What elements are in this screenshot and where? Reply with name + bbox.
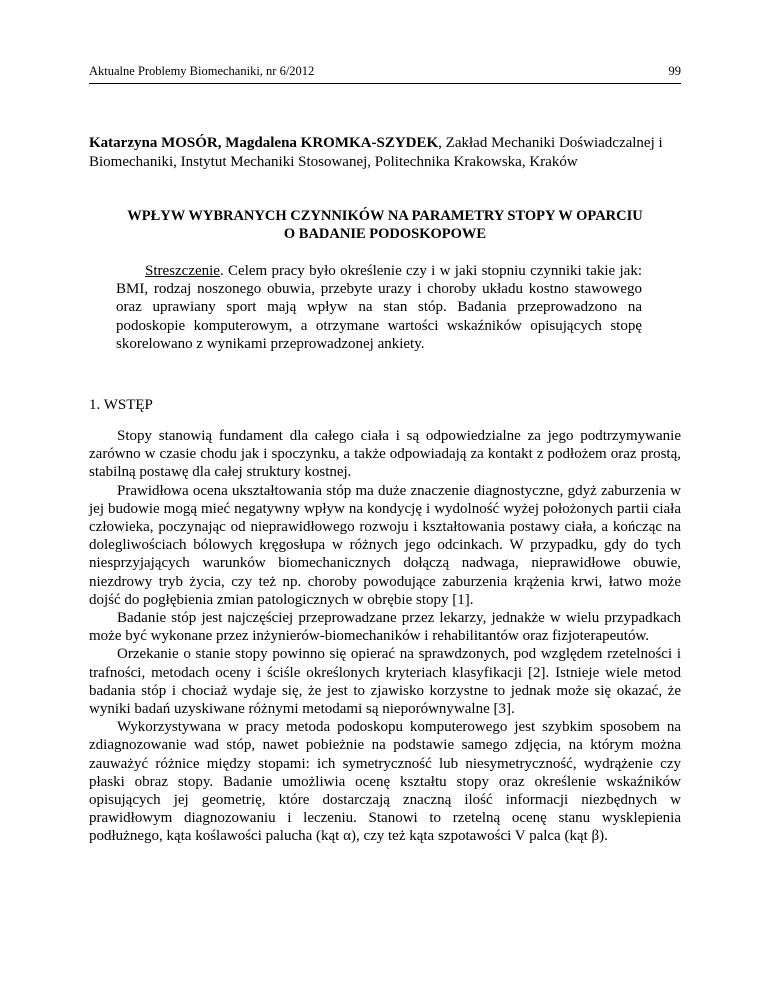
abstract-label: Streszczenie	[145, 263, 220, 279]
author-names: Katarzyna MOSÓR, Magdalena KROMKA-SZYDEK	[89, 135, 439, 151]
title-line-2: O BADANIE PODOSKOPOWE	[283, 226, 487, 242]
paragraph: Orzekanie o stanie stopy powinno się opierać na sprawdzonych, pod względem rzetelności i trafności, metodach oceny i ściśle określonych kryteriach klasyfikacji [2]. Istnieje wiele metod badania stóp i chociaż wydaje się, że jest to zjawisko korzystne to jednak może się okazać, że wyniki badań uzyskiwane różnymi metodami są nieporównywalne [3].	[89, 646, 681, 718]
paragraph: Badanie stóp jest najczęściej przeprowadzane przez lekarzy, jednakże w wielu przypadkach może być wykonane przez inżynierów-biomechaników i rehabilitantów oraz fizjoterapeutów.	[89, 610, 681, 645]
paragraph: Stopy stanowią fundament dla całego ciała i są odpowiedzialne za jego podtrzymywanie zarówno w czasie chodu jak i spoczynku, a także odpowiadają za kontakt z podłożem oraz prostą, stabilną postawę dla całej struktury kostnej.	[89, 428, 681, 481]
page-number: 99	[668, 64, 681, 78]
author-affiliation: , Zakład Mechaniki Doświadczalnej i Biomechaniki, Instytut Mechaniki Stosowanej, Politechnika Krakowska, Kraków	[89, 135, 663, 170]
abstract	[116, 262, 642, 353]
running-header	[89, 64, 681, 84]
title-line-1: WPŁYW WYBRANYCH CZYNNIKÓW NA PARAMETRY STOPY W OPARCIU	[127, 208, 643, 224]
paper-title	[89, 207, 681, 243]
abstract-text: . Celem pracy było określenie czy i w jaki stopniu czynniki takie jak: BMI, rodzaj noszonego obuwia, przebyte urazy i choroby układu kostno stawowego oraz uprawiany sport mają wpływ na stan stóp. Badania przeprowadzono na podoskopie komputerowym, a otrzymane wartości wskaźników opisujących stopę skorelowano z wynikami przeprowadzonej ankiety.	[116, 263, 642, 352]
section-body	[89, 427, 681, 846]
author-line	[89, 134, 689, 172]
header-rule	[89, 83, 681, 84]
journal-name: Aktualne Problemy Biomechaniki, nr 6/2012	[89, 64, 315, 78]
section-heading: 1. WSTĘP	[89, 397, 153, 413]
paragraph: Prawidłowa ocena ukształtowania stóp ma duże znaczenie diagnostyczne, gdyż zaburzenia w jej budowie mogą mieć negatywny wpływ na kondycję i wydolność wyżej położonych partii ciała człowieka, poczynając od nieprawidłowego rozwoju i kształtowania postawy ciała, a kończąc na dolegliwościach bólowych kręgosłupa w różnych jego odcinkach. W przypadku, gdy do tych niesprzyjających warunków biomechanicznych dołączą nadwaga, nieprawidłowe obuwie, niezdrowy tryb życia, czy też np. choroby powodujące zaburzenia krążenia krwi, łatwo może dojść do pogłębienia zmian patologicznych w obrębie stopy [1].	[89, 482, 681, 608]
paragraph: Wykorzystywana w pracy metoda podoskopu komputerowego jest szybkim sposobem na zdiagnozowanie wad stóp, nawet pobieżnie na podstawie samego zdjęcia, na którym można zauważyć różnice między stopami: ich symetryczność lub niesymetryczność, wydrążenie czy płaski obraz stopy. Badanie umożliwia ocenę kształtu stopy oraz określenie wskaźników opisujących jej geometrię, które dostarczają znaczną ilość informacji niezbędnych w prawidłowym diagnozowaniu i leczeniu. Stanowi to rzetelną ocenę stanu wysklepienia podłużnego, kąta koślawości palucha (kąt α), czy też kąta szpotawości V palca (kąt β).	[89, 719, 681, 845]
